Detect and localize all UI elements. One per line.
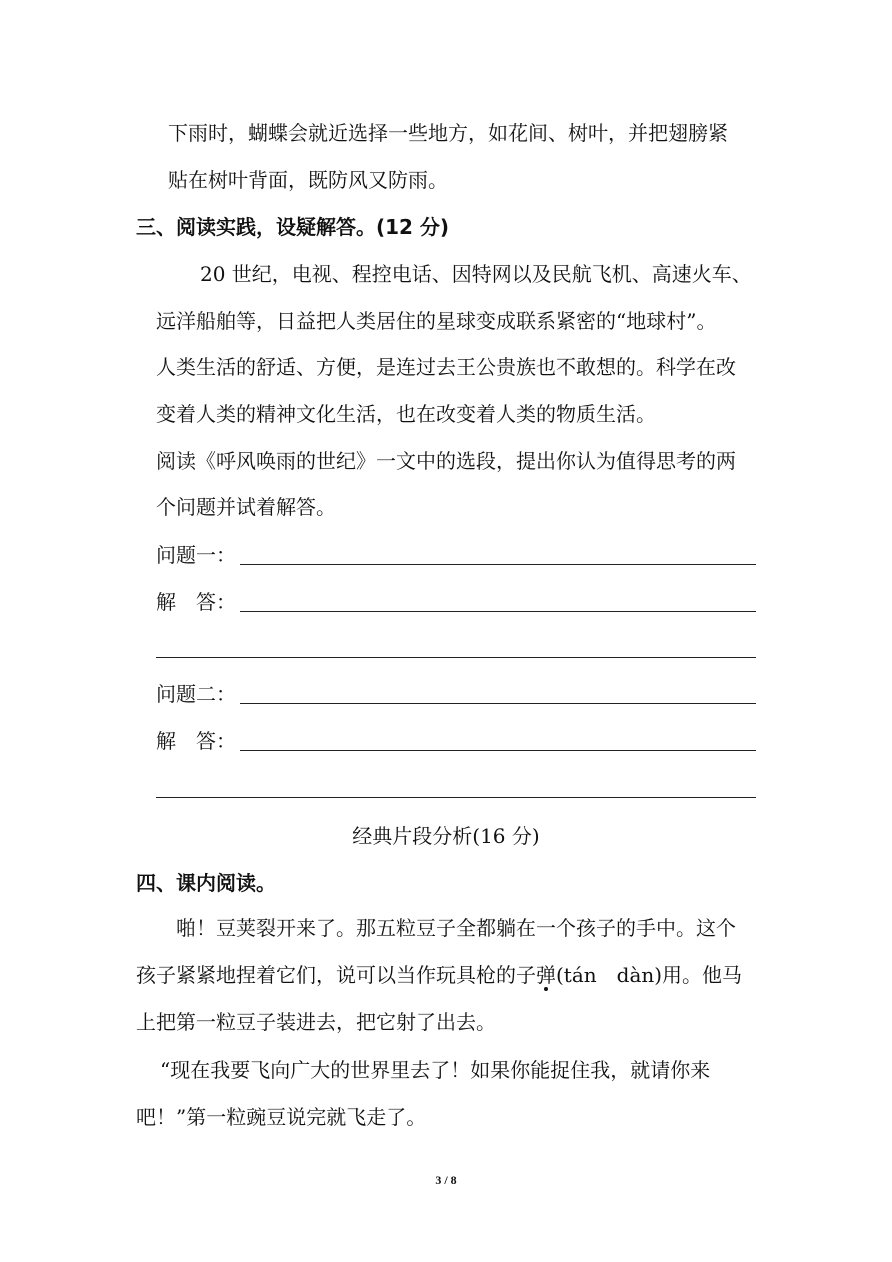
answer-2-label: 解 答： — [156, 729, 236, 753]
question-1-label: 问题一： — [156, 543, 236, 567]
reading-line: 上把第一粒豆子装进去，把它射了出去。 — [136, 1010, 496, 1034]
answer-1-row — [156, 586, 756, 616]
answer-1-extra-line[interactable] — [156, 657, 756, 658]
answer-1-line[interactable] — [240, 611, 756, 612]
answer-2-line[interactable] — [240, 750, 756, 751]
question-1-answer-line[interactable] — [240, 564, 756, 565]
reading-text: 孩子紧紧地捏着它们，说可以当作玩具枪的子 — [136, 963, 536, 987]
instruction-line: 阅读《呼风唤雨的世纪》一文中的选段，提出你认为值得思考的两 — [156, 449, 736, 473]
passage-line: 人类生活的舒适、方便，是连过去王公贵族也不敢想的。科学在改 — [156, 355, 736, 379]
reading-line — [136, 961, 742, 989]
question-1-row — [156, 539, 756, 569]
section-3-heading: 三、阅读实践，设疑解答。(12 分) — [136, 215, 450, 239]
dotted-character: 弹 — [536, 963, 556, 987]
passage-line: 20 世纪，电视、程控电话、因特网以及民航飞机、高速火车、 — [200, 262, 752, 286]
answer-2-extra-line[interactable] — [156, 797, 756, 798]
answer-1-label: 解 答： — [156, 590, 236, 614]
question-2-answer-line[interactable] — [240, 703, 756, 704]
instruction-line: 个问题并试着解答。 — [156, 495, 336, 519]
answer-2-row — [156, 725, 756, 755]
reading-line: 吧！”第一粒豌豆说完就飞走了。 — [136, 1105, 427, 1129]
question-2-label: 问题二： — [156, 682, 236, 706]
question-2-row — [156, 678, 756, 708]
section-4-heading: 四、课内阅读。 — [136, 871, 276, 895]
reading-line: 啪！豆荚裂开来了。那五粒豆子全都躺在一个孩子的手中。这个 — [176, 916, 736, 940]
passage-line: 变着人类的精神文化生活，也在改变着人类的物质生活。 — [156, 402, 656, 426]
paragraph-line: 下雨时，蝴蝶会就近选择一些地方，如花间、树叶，并把翅膀紧 — [168, 121, 728, 145]
passage-line: 远洋船舶等，日益把人类居住的星球变成联系紧密的“地球村”。 — [156, 309, 717, 333]
reading-line: “现在我要飞向广大的世界里去了！如果你能捉住我，就请你来 — [160, 1058, 711, 1082]
pinyin-choice: (tán dàn)用。他马 — [556, 963, 743, 987]
section-title: 经典片段分析(16 分) — [352, 824, 540, 848]
page-number: 3 / 8 — [435, 1173, 457, 1187]
paragraph-line: 贴在树叶背面，既防风又防雨。 — [168, 168, 448, 192]
